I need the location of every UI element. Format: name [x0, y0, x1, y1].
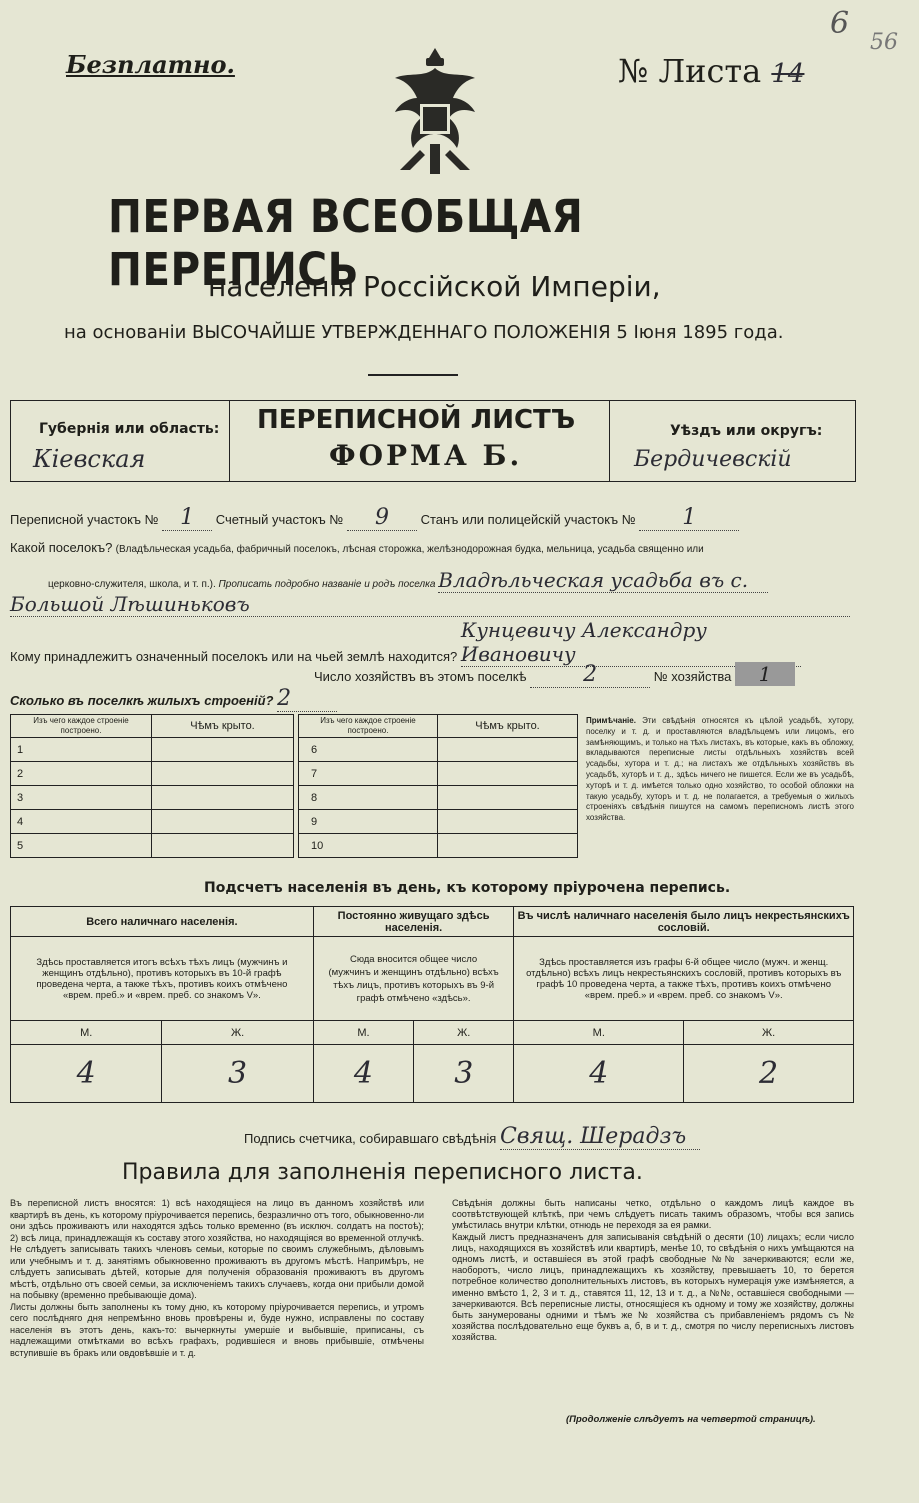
count-m-label: М.: [313, 1021, 413, 1045]
count-value: 4: [11, 1045, 162, 1103]
note-block: [586, 716, 854, 824]
owner-field: [10, 618, 850, 667]
table-row-num: 8: [299, 786, 438, 810]
sheet-number-value: 14: [771, 59, 805, 89]
count-value: 2: [684, 1045, 854, 1103]
table-row-num: 1: [11, 738, 152, 762]
settlement-label: Какой поселокъ?: [10, 540, 113, 555]
count-heading: Подсчетъ населенія въ день, къ которому пріурочена перепись.: [204, 880, 731, 896]
table-row-num: 7: [299, 762, 438, 786]
buildings-table-right: [298, 714, 578, 858]
form-title: ФОРМА Б.: [329, 439, 523, 472]
settlement-hint-2: церковно-служителя, школа, и т. п.).: [48, 579, 216, 590]
settlement-value: Владѣльческая усадьба въ с.: [438, 568, 768, 593]
uezd-value: Бердичевскій: [634, 447, 792, 472]
count-m-label: М.: [514, 1021, 684, 1045]
schet-label: Счетный участокъ №: [215, 512, 344, 527]
table-row-num: 2: [11, 762, 152, 786]
settlement-field: [10, 540, 850, 555]
table-cell: [152, 810, 294, 834]
table-row-num: 3: [11, 786, 152, 810]
free-label: Безплатно.: [66, 50, 235, 79]
owner-label: Кому принадлежитъ означенный поселокъ или на чьей землѣ находится?: [10, 649, 458, 664]
schet-value: 9: [347, 505, 417, 531]
sheet-title: ПЕРЕПИСНОЙ ЛИСТЪ: [257, 405, 576, 435]
margin-note-1: 6: [830, 6, 850, 41]
count-col3-text: Здѣсь проставляется изъ графы 6-й общее число (мужч. и женщ. отдѣльно) всѣхъ лицъ некрестьянскихъ сословій, противъ которыхъ въ графѣ 10 проведена черта, а также тѣхъ, противъ коихъ отмѣчено «врем. преб.» и «врем. преб. со знакомъ V».: [514, 937, 854, 1021]
table-cell: [438, 786, 578, 810]
household-no-value: 1: [735, 662, 795, 686]
buildings-value: 2: [277, 686, 337, 712]
count-col1-text: Здѣсь проставляется итогъ всѣхъ тѣхъ лицъ (мужчинъ и женщинъ отдѣльно), противъ которыхъ въ 10-й графѣ проведена черта, а также тѣхъ, противъ коихъ отмѣчено «врем. преб.» и «врем. преб. со знакомъ V».: [11, 937, 314, 1021]
buildings-table-left: [10, 714, 294, 858]
table-cell: [438, 762, 578, 786]
divider: [368, 374, 458, 376]
sheet-number-label: [618, 52, 804, 90]
signature-value: Свящ. Шерадзъ: [500, 1124, 700, 1150]
count-col2-title: Постоянно живущаго здѣсь населенія.: [313, 907, 514, 937]
uezd-cell: [609, 401, 856, 481]
owner-value: Кунцевичу Александру Ивановичу: [461, 618, 801, 667]
count-value: 3: [414, 1045, 514, 1103]
signature-field: [244, 1124, 854, 1150]
table-row-num: 10: [299, 834, 438, 858]
buildings-label: Сколько въ поселкѣ жилыхъ строеній?: [10, 693, 274, 708]
table-header-material: Изъ чего каждое строеніе построено.: [299, 715, 438, 738]
count-value: 4: [313, 1045, 413, 1103]
count-m-label: М.: [11, 1021, 162, 1045]
table-cell: [152, 738, 294, 762]
table-cell: [152, 762, 294, 786]
count-f-label: Ж.: [684, 1021, 854, 1045]
gubernia-cell: [11, 401, 230, 481]
coat-of-arms-icon: [360, 40, 510, 190]
count-col1-title: Всего наличнаго населенія.: [11, 907, 314, 937]
title-cell: [229, 401, 609, 481]
margin-note-2: 56: [870, 30, 898, 55]
households-value: 2: [530, 662, 650, 688]
rules-title: Правила для заполненія переписного листа.: [122, 1160, 643, 1185]
table-header-material: Изъ чего каждое строеніе построено.: [11, 715, 152, 738]
count-f-label: Ж.: [414, 1021, 514, 1045]
perepis-value: 1: [162, 505, 212, 531]
settlement-value-2: Большой Лѣшиньковъ: [10, 592, 850, 617]
table-cell: [438, 834, 578, 858]
table-cell: [438, 738, 578, 762]
table-row-num: 9: [299, 810, 438, 834]
gubernia-label: Губернія или область:: [39, 421, 220, 437]
perepis-field: [10, 505, 850, 531]
count-value: 4: [514, 1045, 684, 1103]
settlement-instruction: Прописать подробно названіе и родъ поселка: [218, 579, 436, 590]
table-row-num: 6: [299, 738, 438, 762]
settlement-field-2: [48, 568, 848, 593]
form-box: [10, 400, 856, 482]
perepis-label: Переписной участокъ №: [10, 512, 159, 527]
table-row-num: 5: [11, 834, 152, 858]
table-cell: [152, 834, 294, 858]
sheet-label-text: № Листа: [618, 52, 762, 90]
table-row-num: 4: [11, 810, 152, 834]
table-cell: [152, 786, 294, 810]
rules-right-text: Свѣдѣнія должны быть написаны четко, отдѣльно о каждомъ лицѣ каждое въ соотвѣтствующей клѣткѣ, при чемъ слѣдуетъ писать такимъ образомъ, чтобы вся запись умѣстилась внутри клѣтки, отнюдь не переходя за ея рамки. Каждый листъ предназначенъ для записыванія свѣдѣній о десяти (10) лицахъ; если число лицъ, находящихся въ хозяйствѣ или квартирѣ, менѣе 10, то свѣдѣнія о нихъ умѣщаются на одномъ листѣ, и оставшіеся въ этой графѣ свободные №№ зачеркиваются; если же, наоборотъ, число лицъ, принадлежащихъ къ хозяйству, превышаетъ 10, то берется потребное количество дополнительныхъ листовъ, въ которыхъ нумерація уже измѣняется, а именно вмѣсто 1, 2, 3 и т. д., ставятся 11, 12, 13 и т. д., а №№, оставшіеся свободными — зачеркиваются. Всѣ переписные листы, относящіеся къ одному и тому же хозяйству, должны быть занумерованы одними и тѣмъ же № хозяйства съ прибавленіемъ рядомъ съ № хозяйства послѣдовательно еще буквъ а, б, в и т. д., смотря по числу переписныхъ листовъ хозяйства.: [452, 1198, 854, 1343]
signature-label: Подпись счетчика, собиравшаго свѣдѣнія: [244, 1131, 497, 1146]
settlement-hint: (Владѣльческая усадьба, фабричный поселокъ, лѣсная сторожка, желѣзнодорожная будка, мельница, усадьба священно или: [115, 544, 704, 555]
stan-label: Станъ или полицейскій участокъ №: [420, 512, 636, 527]
table-header-roof: Чѣмъ крыто.: [152, 715, 294, 738]
rules-left-text: Въ переписной листъ вносятся: 1) всѣ находящіеся на лицо въ данномъ хозяйствѣ или квартирѣ въ день, къ которому пріурочивается перепись, безразлично отъ того, обыкновенно-ли они здѣсь проживаютъ или находятся здѣсь только временно (въ исключ. солдатъ на постоѣ); 2) всѣ лица, принадлежащія къ составу этого хозяйства, но находящіяся во временной отлучкѣ. Не слѣдуетъ записывать такихъ членовъ семьи, которые по своимъ служебнымъ, дѣловымъ или учебнымъ и т. д. занятіямъ обыкновенно проживаютъ въ другомъ мѣстѣ. Напримѣръ, не слѣдуетъ записывать дѣтей, которые для полученія образованія проживаютъ въ другомъ мѣстѣ, отдѣльно отъ своей семьи, за исключеніемъ такихъ случаевъ, когда они прибыли домой на побывку (временно пребывающіе дома). Листы должны быть заполнены къ тому дню, къ которому пріурочивается перепись, и утромъ сего послѣдняго дня непремѣнно вновь провѣрены и, буде нужно, исправлены по составу населенія въ этотъ день, какъ-то: вычеркнуты умершіе и выбывшіе, приписаны, съ надлежащими отмѣтками во всѣхъ графахъ, родившіеся и вновь прибывшіе, отмѣчены вступившіе въ бракъ или овдовѣвшіе и т. д.: [10, 1198, 424, 1358]
page-title: ПЕРВАЯ ВСЕОБЩАЯ ПЕРЕПИСЬ: [108, 190, 584, 296]
households-field: [314, 662, 854, 688]
note-text: Эти свѣдѣнія относятся къ цѣлой усадьбѣ, хутору, поселку и т. д. и проставляются владѣльцемъ или лицомъ, его замѣняющимъ, и только на тѣхъ листахъ, въ которые, какъ въ обложку, вкладываются переписные листы отдѣльныхъ хозяйствъ всей усадьбы, хутора и т. д.; на листахъ же отдѣльныхъ хозяйствъ въ усадьбѣ, хуторѣ и т. д., здѣсь ничего не пишется. Если же въ усадьбѣ, хуторѣ и т. д. имѣется только одно хозяйство, то особой обложки на такую усадьбу, хуторъ и т. д. не полагается, а требуемыя о жилыхъ строеніяхъ свѣдѣнія пишутся на самомъ переписномъ листѣ этого хозяйства.: [586, 716, 854, 823]
household-no-label: № хозяйства: [653, 669, 732, 684]
table-cell: [438, 810, 578, 834]
basis-line: на основаніи ВЫСОЧАЙШЕ УТВЕРЖДЕННАГО ПОЛОЖЕНІЯ 5 Іюня 1895 года.: [64, 322, 784, 343]
count-value: 3: [162, 1045, 313, 1103]
gubernia-value: Кіевская: [33, 445, 146, 473]
count-col2-text: Сюда вносится общее число (мужчинъ и женщинъ отдѣльно) всѣхъ тѣхъ лицъ, противъ которыхъ въ 9-й графѣ отмѣчено «здѣсь».: [313, 937, 514, 1021]
rules-continued: (Продолженіе слѣдуетъ на четвертой страницѣ).: [566, 1414, 816, 1425]
stan-value: 1: [639, 505, 739, 531]
buildings-field: [10, 686, 850, 712]
page-subtitle: населенія Россійской Имперіи,: [208, 270, 661, 303]
uezd-label: Уѣздъ или округъ:: [670, 423, 823, 439]
count-f-label: Ж.: [162, 1021, 313, 1045]
note-title: Примѣчаніе.: [586, 716, 636, 725]
table-header-roof: Чѣмъ крыто.: [438, 715, 578, 738]
count-table: [10, 906, 854, 1103]
count-col3-title: Въ числѣ наличнаго населенія было лицъ некрестьянскихъ сословій.: [514, 907, 854, 937]
households-label: Число хозяйствъ въ этомъ поселкѣ: [314, 669, 527, 684]
